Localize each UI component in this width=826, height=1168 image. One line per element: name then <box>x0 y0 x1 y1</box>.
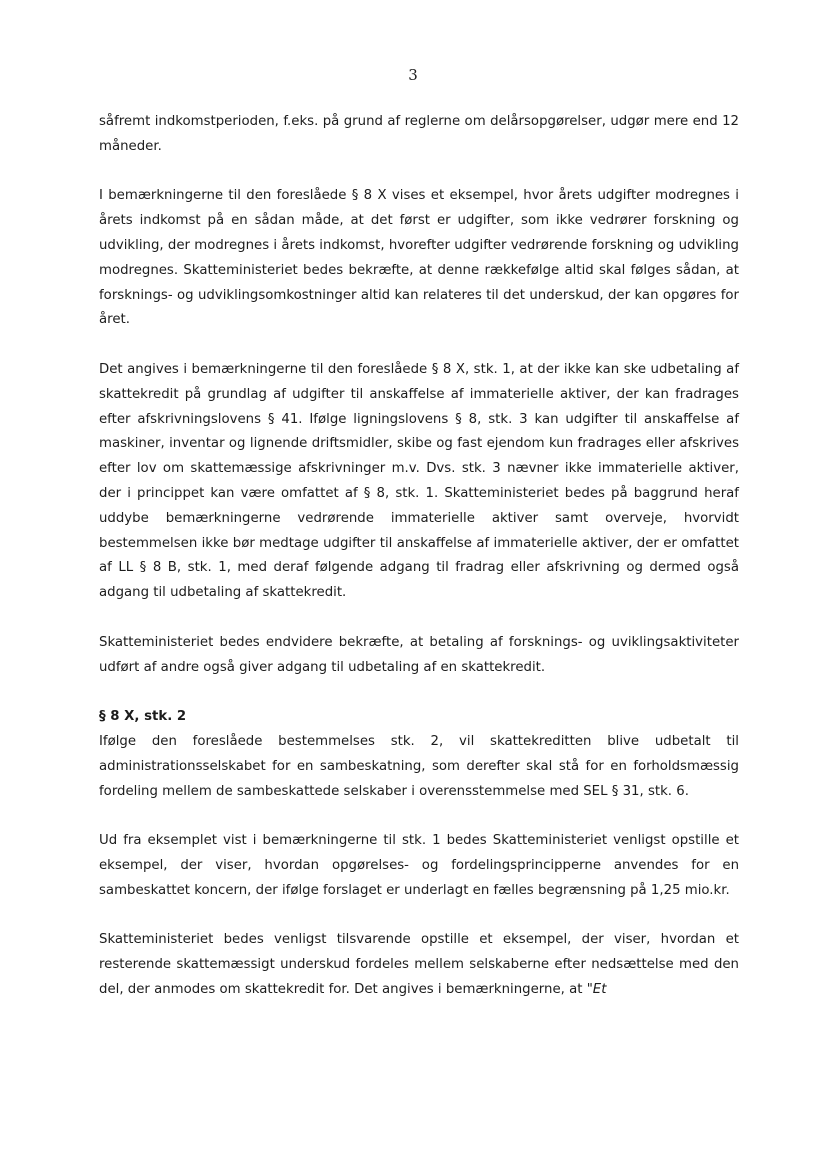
document-body <box>99 110 739 1003</box>
paragraph: Det angives i bemærkningerne til den foreslåede § 8 X, stk. 1, at der ikke kan ske udbetaling af skattekredit på grundlag af udgifter til anskaffelse af immaterielle aktiver, der kan fradrages efter afskrivningslovens § 41. Ifølge ligningslovens § 8, stk. 3 kan udgifter til anskaffelse af maskiner, inventar og lignende driftsmidler, skibe og fast ejendom kun fradrages eller afskrives efter lov om skattemæssige afskrivninger m.v. Dvs. stk. 3 nævner ikke immaterielle aktiver, der i princippet kan være omfattet af § 8, stk. 1. Skatteministeriet bedes på baggrund heraf uddybe bemærkningerne vedrørende immaterielle aktiver samt overveje, hvorvidt bestemmelsen ikke bør medtage udgifter til anskaffelse af immaterielle aktiver, der er omfattet af LL § 8 B, stk. 1, med deraf følgende adgang til fradrag eller afskrivning og dermed også adgang til udbetaling af skattekredit. <box>99 361 739 601</box>
paragraph: Skatteministeriet bedes endvidere bekræfte, at betaling af forsknings- og uviklingsaktiviteter udført af andre også giver adgang til udbetaling af en skattekredit. <box>99 634 739 675</box>
paragraph: såfremt indkomstperioden, f.eks. på grund af reglerne om delårsopgørelser, udgør mere end 12 måneder. <box>99 114 739 154</box>
paragraph: Ud fra eksemplet vist i bemærkningerne til stk. 1 bedes Skatteministeriet venligst opstille et eksempel, der viser, hvordan opgørelses- og fordelingsprincipperne anvendes for en sambeskattet koncern, der ifølge forslaget er underlagt en fælles begrænsning på 1,25 mio.kr. <box>99 833 739 898</box>
paragraph: Ifølge den foreslåede bestemmelses stk. 2, vil skattekreditten blive udbetalt til administrationsselskabet for en sambeskatning, som derefter skal stå for en forholdsmæssig fordeling mellem de sambeskattede selskaber i overensstemmelse med SEL § 31, stk. 6. <box>99 733 739 799</box>
page-number: 3 <box>408 66 418 84</box>
section-heading: § 8 X, stk. 2 <box>99 709 187 725</box>
paragraph-last <box>99 928 739 1002</box>
paragraph-text: Skatteministeriet bedes venligst tilsvarende opstille et eksempel, der viser, hvordan et resterende skattemæssigt underskud fordeles mellem selskaberne efter nedsættelse med den del, der anmodes om skattekredit for. Det angives i bemærkningerne, at <box>99 932 739 997</box>
paragraph: I bemærkningerne til den foreslåede § 8 X vises et eksempel, hvor årets udgifter modregnes i årets indkomst på en sådan måde, at det først er udgifter, som ikke vedrører forskning og udvikling, der modregnes i årets indkomst, hvorefter udgifter vedrørende forskning og udvikling modregnes. Skatteministeriet bedes bekræfte, at denne rækkefølge altid skal følges sådan, at forsknings- og udviklingsomkostninger altid kan relateres til det underskud, der kan opgøres for året. <box>99 188 739 328</box>
quote-start: "Et <box>586 981 607 997</box>
